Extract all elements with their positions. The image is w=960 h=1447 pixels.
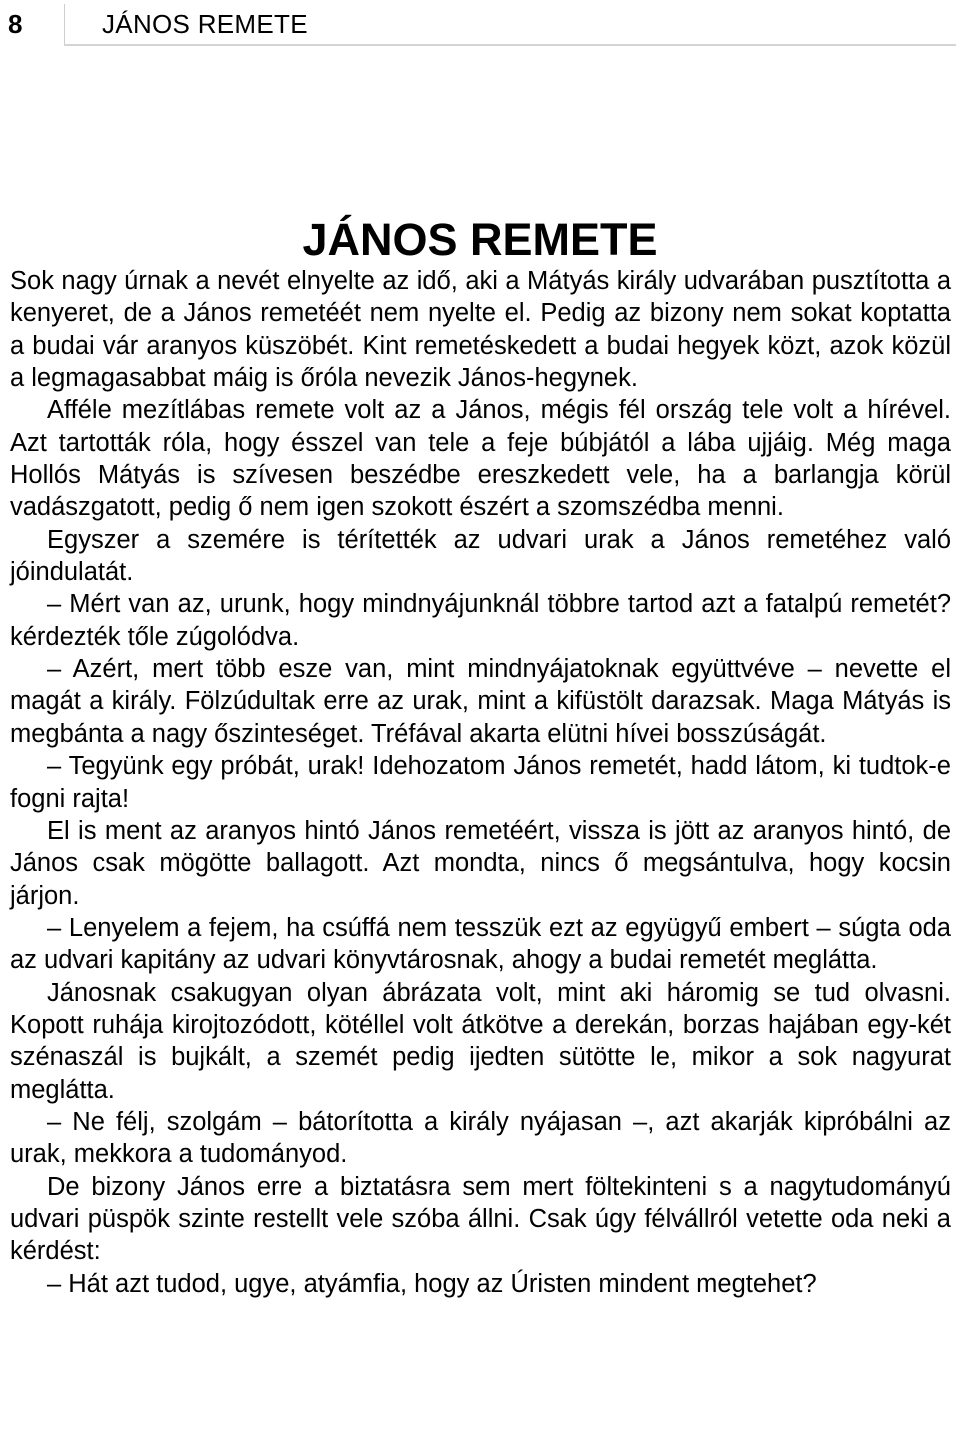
paragraph: El is ment az aranyos hintó János remetéért, vissza is jött az aranyos hintó, de János csak mögötte ballagott. Azt mondta, nincs ő megsántulva, hogy kocsin járjon. [10,816,951,910]
page-number: 8 [8,9,23,39]
running-header [0,0,960,48]
body-text [10,265,951,1300]
dialogue-paragraph: – Ne félj, szolgám – bátorította a király nyájasan –, azt akarják kipróbálni az urak, mekkora a tudományod. [10,1107,951,1169]
header-vertical-rule [64,4,65,44]
paragraph: Sok nagy úrnak a nevét elnyelte az idő, aki a Mátyás király udvarában pusztította a kenyeret, de a János remetéét nem nyelte el. Pedig az bizony nem sokat koptatta a budai vár aranyos küszöbét. Kint remetéskedett a budai hegyek közt, azok közül a legmagasabbat máig is őróla nevezik János-hegynek. [10,267,951,393]
paragraph: De bizony János erre a biztatásra sem mert föltekinteni s a nagytudományú udvari püspök szinte restellt vele szóba állni. Csak úgy félvállról vetette oda neki a kérdést: [10,1172,951,1266]
dialogue-paragraph: – Azért, mert több esze van, mint mindnyájatoknak együttvéve – nevette el magát a király. Fölzúdultak erre az urak, mint a kifüstölt darazsak. Maga Mátyás is megbánta a nagy őszinteséget. Tréfával akarta elütni hívei bosszúságát. [10,655,951,748]
paragraph: Egyszer a szemére is térítették az udvari urak a János remetéhez való jóindulatát. [10,525,951,587]
dialogue-paragraph: – Lenyelem a fejem, ha csúffá nem tesszük ezt az együgyű embert – súgta oda az udvari kapitány az udvari könyvtárosnak, ahogy a budai remetét meglátta. [10,913,951,975]
dialogue-paragraph: – Tegyünk egy próbát, urak! Idehozatom János remetét, hadd látom, ki tudtok-e fogni rajta! [10,752,951,813]
paragraph: Jánosnak csakugyan olyan ábrázata volt, mint aki háromig se tud olvasni. Kopott ruhája kirojtozódott, kötéllel volt átkötve a derekán, borzas hajában egy-két szénaszál is bujkált, a szemét pedig ijedten sütötte le, mikor a sok nagyurat meglátta. [10,978,951,1104]
header-horizontal-rule [64,44,956,46]
paragraph: Afféle mezítlábas remete volt az a János, mégis fél ország tele volt a hírével. Azt tartották róla, hogy ésszel van tele a feje búbjától a lába ujjáig. Még maga Hollós Mátyás is szívesen beszédbe ereszkedett vele, ha a barlangja körül vadászgatott, pedig ő nem igen szokott észért a szomszédba menni. [10,396,951,522]
chapter-title: JÁNOS REMETE [302,214,658,266]
dialogue-paragraph: – Mért van az, urunk, hogy mindnyájunknál többre tartod azt a fatalpú remetét? kérdezték tőle zúgolódva. [10,590,951,651]
dialogue-paragraph: – Hát azt tudod, ugye, atyámfia, hogy az Úristen mindent megtehet? [47,1269,817,1298]
running-title: JÁNOS REMETE [102,9,308,39]
